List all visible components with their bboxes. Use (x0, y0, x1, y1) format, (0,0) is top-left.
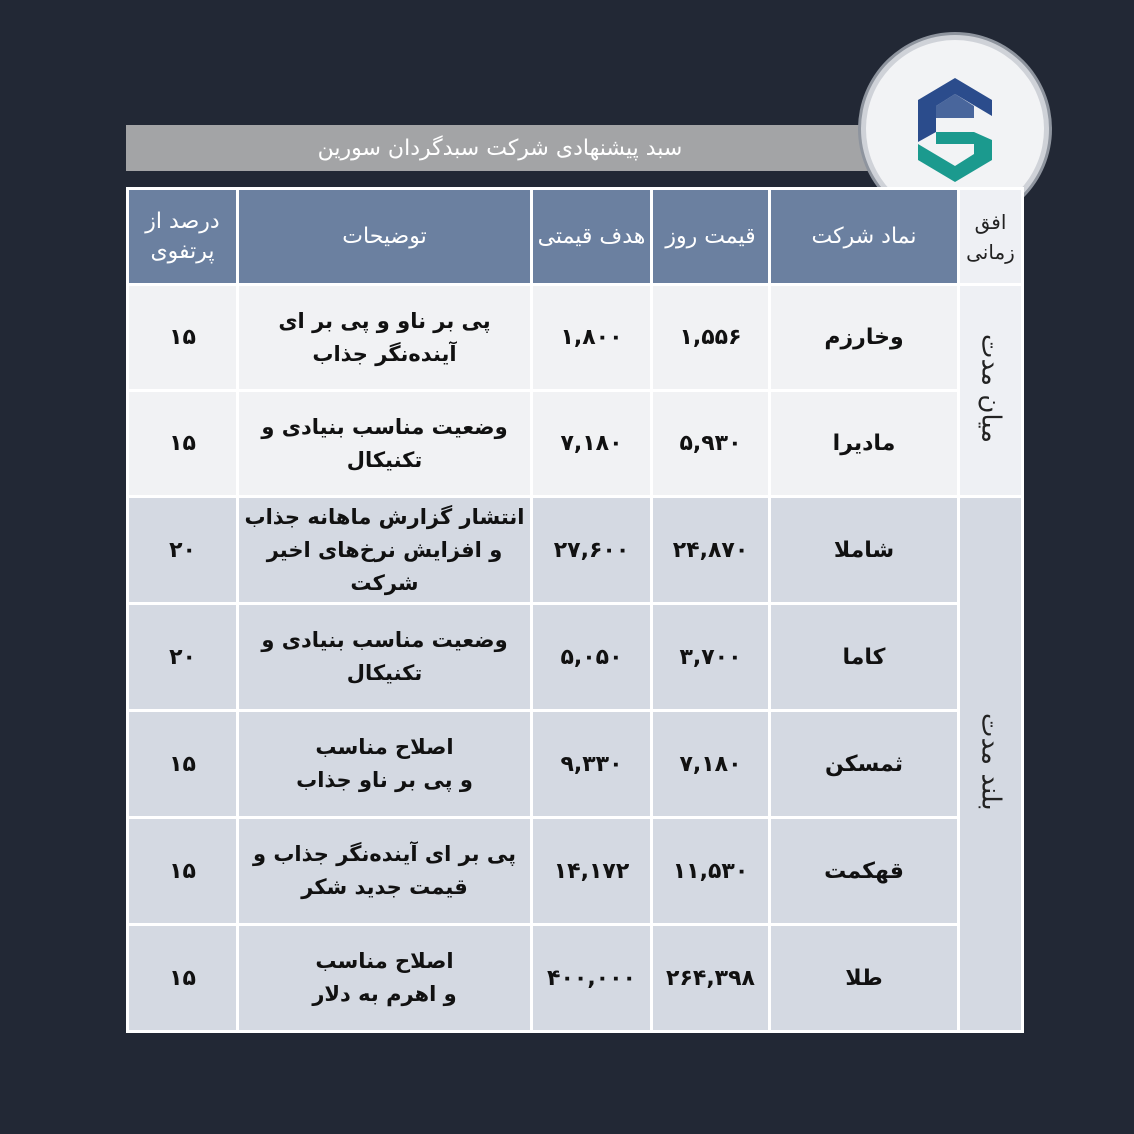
cell-target: ۹,۳۳۰ (532, 711, 652, 818)
cell-price: ۵,۹۳۰ (652, 391, 770, 497)
table-row (128, 285, 1023, 391)
table-header-row (128, 189, 1023, 285)
cell-price: ۱,۵۵۶ (652, 285, 770, 391)
cell-description: وضعیت مناسب بنیادی و تکنیکال (238, 604, 532, 711)
page-title: سبد پیشنهادی شرکت سبدگردان سورین (126, 125, 874, 171)
cell-description: وضعیت مناسب بنیادی و تکنیکال (238, 391, 532, 497)
header-description: توضیحات (238, 189, 532, 285)
cell-symbol: قهکمت (770, 818, 959, 925)
cell-symbol: وخارزم (770, 285, 959, 391)
table-row (128, 604, 1023, 711)
header-target: هدف قیمتی (532, 189, 652, 285)
group-mid-term: میان مدت (959, 285, 1023, 497)
cell-target: ۵,۰۵۰ (532, 604, 652, 711)
cell-target: ۱۴,۱۷۲ (532, 818, 652, 925)
header-percent: درصد از پرتفوی (128, 189, 238, 285)
table-row (128, 925, 1023, 1032)
table-row (128, 497, 1023, 604)
table-row (128, 711, 1023, 818)
cell-price: ۳,۷۰۰ (652, 604, 770, 711)
group-long-term: بلند مدت (959, 497, 1023, 1032)
cell-price: ۲۴,۸۷۰ (652, 497, 770, 604)
header-horizon: افق زمانی (959, 189, 1023, 285)
header-price: قیمت روز (652, 189, 770, 285)
cell-target: ۱,۸۰۰ (532, 285, 652, 391)
header-symbol: نماد شرکت (770, 189, 959, 285)
cell-percent: ۱۵ (128, 711, 238, 818)
cell-price: ۲۶۴,۳۹۸ (652, 925, 770, 1032)
cell-percent: ۱۵ (128, 818, 238, 925)
cell-symbol: کاما (770, 604, 959, 711)
cell-description: اصلاح مناسب و اهرم به دلار (238, 925, 532, 1032)
portfolio-table (126, 187, 1024, 1033)
table-row (128, 818, 1023, 925)
cell-price: ۱۱,۵۳۰ (652, 818, 770, 925)
cell-symbol: مادیرا (770, 391, 959, 497)
cell-percent: ۲۰ (128, 604, 238, 711)
cell-description: اصلاح مناسب و پی بر ناو جذاب (238, 711, 532, 818)
cell-target: ۲۷,۶۰۰ (532, 497, 652, 604)
cell-price: ۷,۱۸۰ (652, 711, 770, 818)
cell-description: پی بر ناو و پی بر ای آینده‌نگر جذاب (238, 285, 532, 391)
cell-description: انتشار گزارش ماهانه جذاب و افزایش نرخ‌های اخیر شرکت (238, 497, 532, 604)
cell-percent: ۱۵ (128, 391, 238, 497)
cell-description: پی بر ای آینده‌نگر جذاب و قیمت جدید شکر (238, 818, 532, 925)
cell-percent: ۲۰ (128, 497, 238, 604)
cell-target: ۴۰۰,۰۰۰ (532, 925, 652, 1032)
cell-percent: ۱۵ (128, 925, 238, 1032)
cell-target: ۷,۱۸۰ (532, 391, 652, 497)
cell-symbol: شاملا (770, 497, 959, 604)
cell-percent: ۱۵ (128, 285, 238, 391)
cell-symbol: طلا (770, 925, 959, 1032)
cell-symbol: ثمسکن (770, 711, 959, 818)
table-row (128, 391, 1023, 497)
